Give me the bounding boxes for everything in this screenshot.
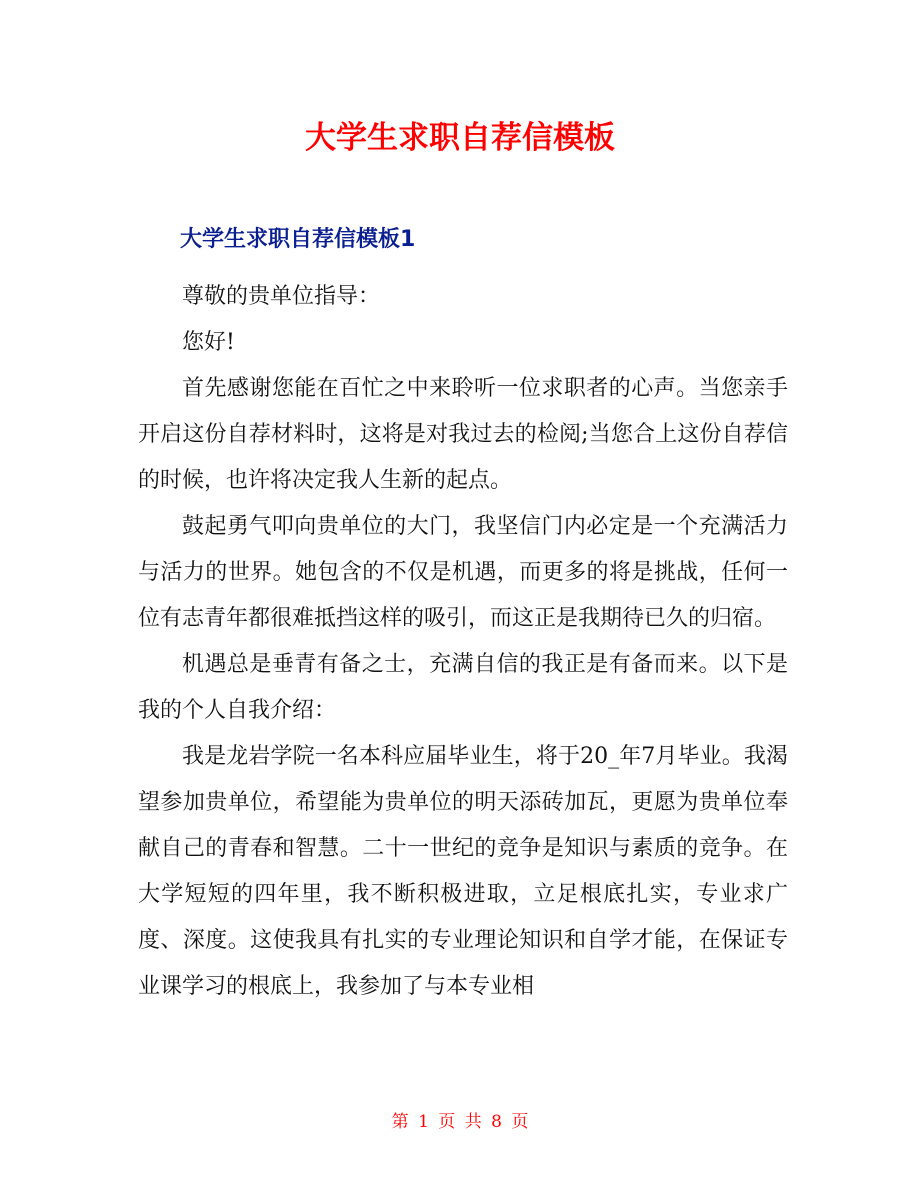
body-paragraph: 我是龙岩学院一名本科应届毕业生，将于20_年7月毕业。我渴望参加贵单位，希望能为贵单位的明天添砖加瓦，更愿为贵单位奉献自己的青春和智慧。二十一世纪的竞争是知识与素质的竞争。在大学短短的四年里，我不断积极进取，立足根底扎实，专业求广度、深度。这使我具有扎实的专业理论知识和自学才能，在保证专业课学习的根底上，我参加了与本专业相	[138, 744, 788, 999]
body-paragraph: 机遇总是垂青有备之士，充满自信的我正是有备而来。以下是我的个人自我介绍：	[138, 652, 788, 723]
page-number-footer: 第 1 页 共 8 页	[391, 1112, 529, 1132]
letter-body	[138, 274, 788, 1010]
document-title: 大学生求职自荐信模板	[305, 120, 615, 156]
body-paragraph: 鼓起勇气叩向贵单位的大门，我坚信门内必定是一个充满活力与活力的世界。她包含的不仅是机遇，而更多的将是挑战，任何一位有志青年都很难抵挡这样的吸引，而这正是我期待已久的归宿。	[138, 514, 788, 631]
greeting: 您好!	[182, 330, 235, 355]
section-heading: 大学生求职自荐信模板1	[180, 227, 416, 252]
body-paragraph: 首先感谢您能在百忙之中来聆听一位求职者的心声。当您亲手开启这份自荐材料时，这将是对我过去的检阅;当您合上这份自荐信的时候，也许将决定我人生新的起点。	[138, 376, 788, 493]
salutation: 尊敬的贵单位指导：	[182, 284, 381, 309]
